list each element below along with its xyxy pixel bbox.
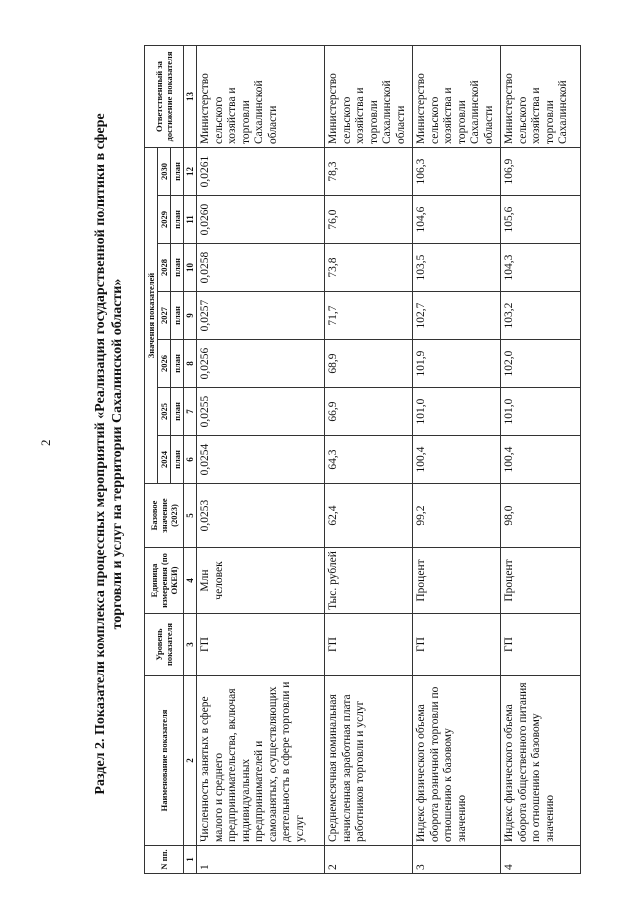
row-num: 4 — [501, 846, 581, 874]
plan-value: 78,3 — [325, 148, 413, 196]
header-num: N пп. — [145, 846, 184, 874]
table-row — [413, 46, 501, 874]
header-year: 2024 — [158, 436, 171, 484]
indicator-unit: Процент — [501, 548, 581, 614]
header-plan: план — [171, 340, 184, 388]
header-plan: план — [171, 148, 184, 196]
plan-value: 0,0255 — [197, 388, 325, 436]
plan-value: 0,0261 — [197, 148, 325, 196]
plan-value: 100,4 — [413, 436, 501, 484]
indicator-level: ГП — [413, 614, 501, 676]
plan-value: 103,5 — [413, 244, 501, 292]
base-value: 99,2 — [413, 484, 501, 548]
plan-value: 100,4 — [501, 436, 581, 484]
row-num: 1 — [197, 846, 325, 874]
responsible: Министерство сельского хозяйства и торговли Сахалинской области — [325, 46, 413, 148]
column-number: 8 — [184, 340, 197, 388]
indicator-unit: Млн человек — [197, 548, 325, 614]
indicator-level: ГП — [325, 614, 413, 676]
header-responsible: Ответственный за достижение показателя — [145, 46, 184, 148]
plan-value: 0,0254 — [197, 436, 325, 484]
header-year: 2027 — [158, 292, 171, 340]
plan-value: 0,0260 — [197, 196, 325, 244]
plan-value: 76,0 — [325, 196, 413, 244]
indicator-unit: Тыс. рублей — [325, 548, 413, 614]
plan-value: 73,8 — [325, 244, 413, 292]
header-unit: Единица измерения (по ОКЕИ) — [145, 548, 184, 614]
plan-value: 101,0 — [501, 388, 581, 436]
column-number: 4 — [184, 548, 197, 614]
column-number: 11 — [184, 196, 197, 244]
header-base: Базовое значение (2023) — [145, 484, 184, 548]
column-number: 10 — [184, 244, 197, 292]
table-row — [325, 46, 413, 874]
row-num: 2 — [325, 846, 413, 874]
header-plan: план — [171, 388, 184, 436]
header-plan: план — [171, 196, 184, 244]
indicators-table — [144, 45, 581, 874]
base-value: 62,4 — [325, 484, 413, 548]
plan-value: 71,7 — [325, 292, 413, 340]
column-number: 6 — [184, 436, 197, 484]
table-row — [501, 46, 581, 874]
plan-value: 105,6 — [501, 196, 581, 244]
column-number: 13 — [184, 46, 197, 148]
header-year: 2030 — [158, 148, 171, 196]
plan-value: 104,6 — [413, 196, 501, 244]
indicator-level: ГП — [501, 614, 581, 676]
header-plan: план — [171, 292, 184, 340]
base-value: 98,0 — [501, 484, 581, 548]
indicator-level: ГП — [197, 614, 325, 676]
header-year: 2026 — [158, 340, 171, 388]
column-number: 2 — [184, 676, 197, 846]
column-number: 9 — [184, 292, 197, 340]
page-number: 2 — [38, 439, 53, 446]
row-num: 3 — [413, 846, 501, 874]
header-plan: план — [171, 244, 184, 292]
plan-value: 101,0 — [413, 388, 501, 436]
plan-value: 104,3 — [501, 244, 581, 292]
section-title — [92, 14, 140, 894]
responsible: Министерство сельского хозяйства и торговли Сахалинской — [501, 46, 581, 148]
section-title-line-2: торговли и услуг на территории Сахалинской области» — [110, 278, 125, 630]
plan-value: 106,3 — [413, 148, 501, 196]
indicator-name: Индекс физического объема оборота общественного питания по отношению к базовому значению — [501, 676, 581, 846]
indicator-name: Среднемесячная номинальная начисленная заработная плата работников торговли и услуг — [325, 676, 413, 846]
header-name: Наименование показателя — [145, 676, 184, 846]
plan-value: 0,0257 — [197, 292, 325, 340]
header-year: 2028 — [158, 244, 171, 292]
plan-value: 66,9 — [325, 388, 413, 436]
plan-value: 101,9 — [413, 340, 501, 388]
plan-value: 0,0256 — [197, 340, 325, 388]
header-plan: план — [171, 436, 184, 484]
header-year: 2029 — [158, 196, 171, 244]
responsible: Министерство сельского хозяйства и торговли Сахалинской области — [413, 46, 501, 148]
header-level: Уровень показателя — [145, 614, 184, 676]
plan-value: 68,9 — [325, 340, 413, 388]
plan-value: 106,9 — [501, 148, 581, 196]
plan-value: 102,7 — [413, 292, 501, 340]
column-number: 12 — [184, 148, 197, 196]
rotated-page-content — [92, 14, 622, 894]
column-number: 7 — [184, 388, 197, 436]
indicator-name: Численность занятых в сфере малого и среднего предпринимательства, включая индивидуальных предпринимателей и самозанятых, осуществляющих деятельность в сфере торговли и услуг — [197, 676, 325, 846]
plan-value: 103,2 — [501, 292, 581, 340]
plan-value: 102,0 — [501, 340, 581, 388]
column-number: 5 — [184, 484, 197, 548]
indicator-name: Индекс физического объема оборота розничной торговли по отношению к базовому значению — [413, 676, 501, 846]
section-title-line-1: Раздел 2. Показатели комплекса процессных мероприятий «Реализация государственной политики в сфере — [93, 113, 108, 795]
header-values-group: Значения показателей — [145, 148, 158, 484]
column-number: 3 — [184, 614, 197, 676]
header-year: 2025 — [158, 388, 171, 436]
column-number: 1 — [184, 846, 197, 874]
base-value: 0,0253 — [197, 484, 325, 548]
plan-value: 0,0258 — [197, 244, 325, 292]
table-row — [197, 46, 325, 874]
responsible: Министерство сельского хозяйства и торговли Сахалинской области — [197, 46, 325, 148]
plan-value: 64,3 — [325, 436, 413, 484]
indicator-unit: Процент — [413, 548, 501, 614]
